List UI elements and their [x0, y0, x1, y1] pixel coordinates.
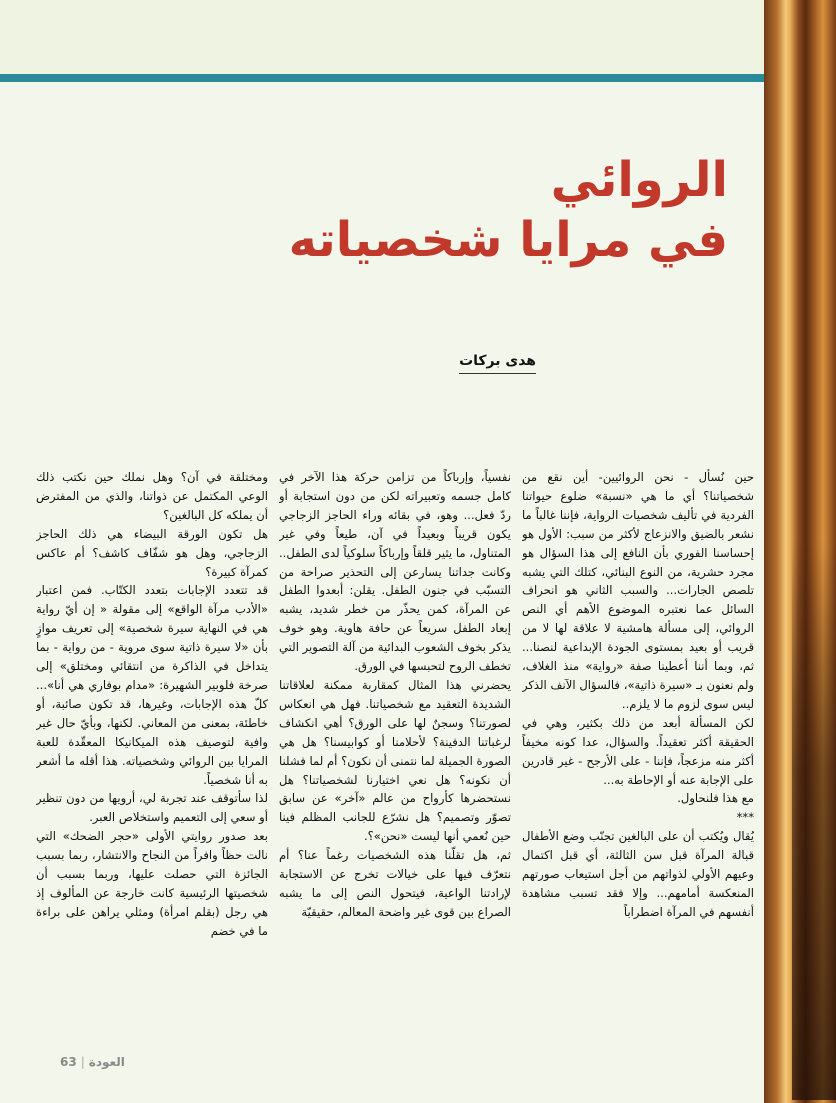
header-rule: [0, 74, 764, 82]
text-column-1: [522, 468, 754, 1054]
paragraph: يحضرني هذا المثال كمقاربة ممكنة لعلاقاتنا الشديدة التعقيد مع شخصياتنا. فهل هي انعكاس لصورتنا؟ وسجنٌ لها على الورق؟ أهي انكشاف لرغباتنا الدفينة؟ لأحلامنا أو كوابيسنا؟ هل هي الصورة الجميلة لما نتمنى أن نكون؟ أم لما فشلنا أن نكونه؟ هل نعي اختيارنا لشخصياتنا؟ هل نستحضرها كأرواح من عالم «آخر» عن سابق تصوّر وتصميم؟ هل نشرّع للجانب المظلم فينا حين نُعمي أنها ليست «نحن»؟.: [279, 677, 511, 844]
author-byline: هدى بركات: [459, 353, 536, 374]
paragraph: مع هذا فلنحاول.: [677, 791, 754, 806]
paragraph: يُقال ويُكتب أن على البالغين تجنّب وضع الأطفال قبالة المرآة قبل سن الثالثة، أي قبل اكتمال وعيهم الأولي لذواتهم من أجل استيعاب صورتهم المنعكسة أمامهم... وإلا فقد تسبب مشاهدة أنفسهم في المرآة اضطراباً: [522, 829, 754, 919]
article-title: [289, 150, 728, 270]
paragraph: لذا سأتوقف عند تجربة لي، أرويها من دون تنظير أو سعي إلى التعميم واستخلاص العبر.: [36, 791, 268, 825]
paragraph: قد تتعدد الإجابات بتعدد الكتّاب. فمن اعتبار «الأدب مرآة الواقع» إلى مقولة « إن أيّ رواية هي في النهاية سيرة شخصية» إلى تعريف موازٍ بأن «لا سيرة ذاتية سوى مروية - من رواية - بما يتداخل في الذاكرة من انتقائي ومختلق» إلى صرخة فلوبير الشهيرة: «مدام بوفاري هي أنا»... كلّ هذه الإجابات، وغيرها، قد تكون صائبة، أو خاطئة، بمعنى من المعاني. لكنها، وبأيّ حال غير وافية لتوصيف هذه الميكانيكا المعقّدة للعبة المرايا بين الروائي وشخصياته. هذا أقله ما أشعر به أنا شخصياً.: [36, 583, 268, 787]
title-line-2: في مرايا شخصياته: [288, 212, 728, 268]
paragraph: حين نُسأل - نحن الروائيين- أين نقع من شخصياتنا؟ أي ما هي «نسبة» ضلوع حيواتنا الفردية في تأليف شخصيات الرواية، فإننا غالباً ما نشعر بالضيق والانزعاج لأكثر من سبب: الأول هو إحساسنا الفوري بأن النافع إلى هذا السؤال هو مجرد حشرية، من النوع البنائي، كتلك التي يشبه تلصص الجارات... والسبب الثاني هو انحراف السائل عما نعتبره الموضوع الأهم أي النص الروائي، إلى مسألة هامشية لا علاقة لها لا من قريب أو بعيد بمستوى الجودة الإبداعية لنصنا... ثم، وبما أننا أعطينا صفة «رواية» منذ الغلاف، ولم نعنون بـ «سيرة ذاتية»، فالسؤال الآنف الذكر ليس سوى لزوم ما لا يلزم..: [522, 470, 754, 711]
paragraph: هل تكون الورقة البيضاء هي ذلك الحاجز الزجاجي، وهل هو شفّاف كاشف؟ أم عاكس كمرآة كبيرة؟: [36, 526, 268, 579]
paragraph: نفسياً، وإرباكاً من تزامن حركة هذا الآخر في كامل جسمه وتعبيراته لكن من دون استجابة أو ردّ فعل... وهو، في بقائه وراء الحاجز الزجاجي يكون قريباً وبعيداً في آن، طيعاً وفي غير المتناول، ما يثير قلقاً وإرباكاً سلوكياً لدى الطفل.. وكانت جداتنا يسارعن إلى التحذير صراحة من التسبّب في جنون الطفل. يقلن: أبعدوا الطفل عن المرآة، كمن يحذّر من خطر شديد، يشبه إبعاد الطفل سريعاً عن حافة هاوية. وهو خوف يذكر بخوف الشعوب البدائية من آلة التصوير التي تخطف الروح لتحبسها في الورق.: [279, 470, 511, 674]
section-break: ***: [736, 810, 754, 825]
paragraph: ثم، هل تقلّنا هذه الشخصيات رغماً عنا؟ أم نتعرّف فيها على خيالات تخرج عن الاستجابة لإرادتنا الواعية، فيتحول النص إلى ما يشبه الصراع بين قوى غير واضحة المعالم، حقيقيّة: [279, 848, 511, 919]
edge-photo: [764, 0, 836, 1103]
paragraph: لكن المسألة أبعد من ذلك بكثير، وهي في الحقيقة أكثر تعقيداً. والسؤال، عدا كونه مخيفاً أكثر منه مزعجاً، فإننا - على الأرجح - غير قادرين على الإجابة عنه أو الإحاطة به...: [522, 715, 754, 787]
page-footer: [60, 1055, 125, 1069]
header-band: [0, 0, 764, 74]
magazine-name: العودة: [88, 1055, 125, 1069]
footer-divider: |: [80, 1055, 85, 1069]
title-line-1: الروائي: [550, 152, 728, 208]
paragraph: بعد صدور روايتي الأولى «حجر الضحك» التي نالت حظاً وافراً من النجاح والانتشار، ربما بسبب الجائزة التي حصلت عليها، وربما بسبب أن شخصيتها الرئيسية كانت خارجة عن المألوف إذ هي رجل (بقلم امرأة) ومثلي يراهن على براءة ما في خضم: [36, 829, 268, 938]
paragraph: ومختلقة في آن؟ وهل نملك حين نكتب ذلك الوعي المكتمل عن ذواتنا، والذي من المفترض أن يملكه كل البالغين؟: [36, 470, 268, 522]
page-number: 63: [60, 1055, 77, 1069]
text-column-3: [36, 468, 268, 1054]
text-column-2: [279, 468, 511, 1054]
